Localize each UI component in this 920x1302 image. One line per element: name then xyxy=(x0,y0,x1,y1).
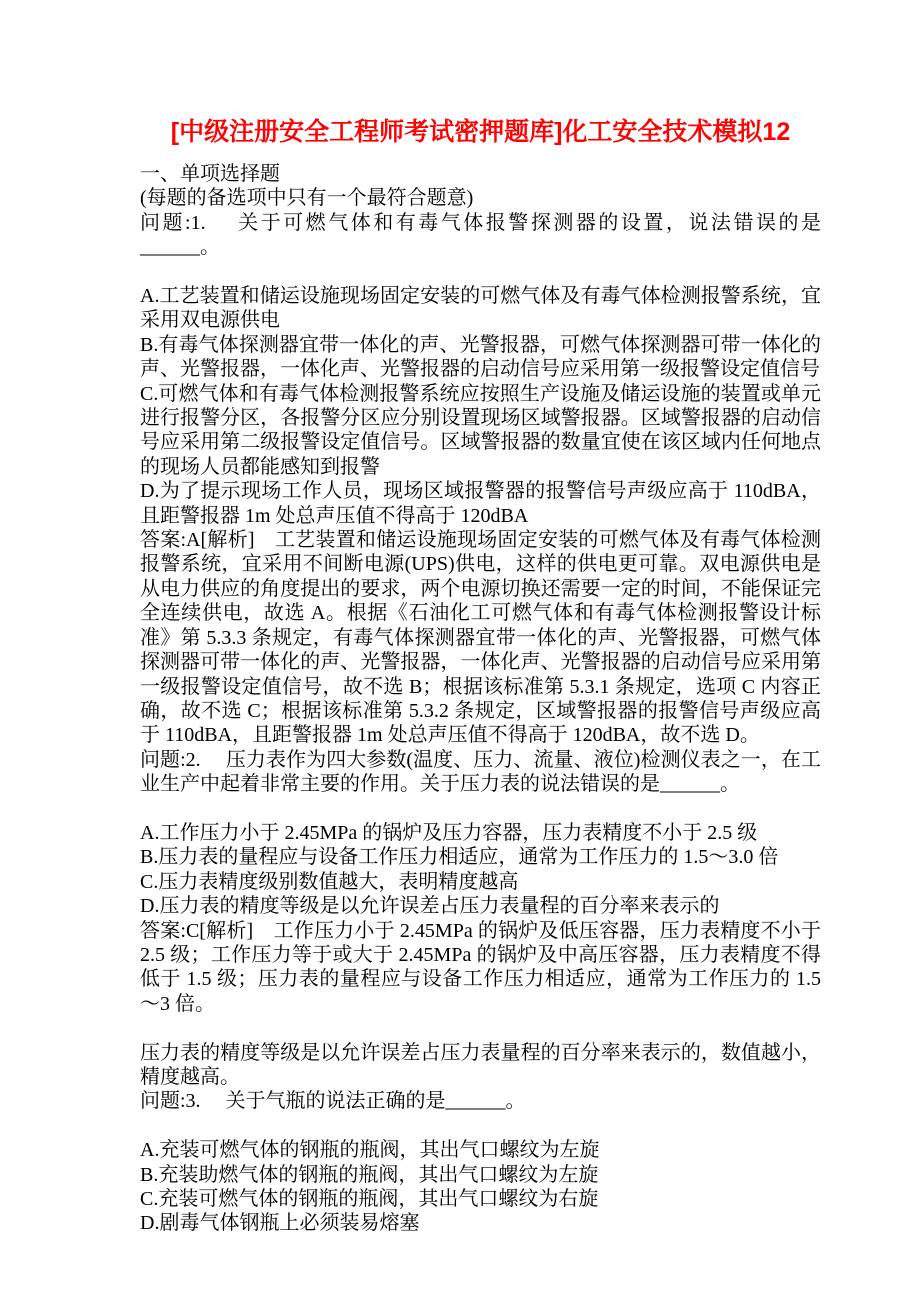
question-2-answer-continued: 压力表的精度等级是以允许误差占压力表量程的百分率来表示的，数值越小，精度越高。 xyxy=(140,1041,821,1088)
section-heading: 一、单项选择题 xyxy=(140,163,280,185)
question-3-stem: 问题:3. 关于气瓶的说法正确的是______。 xyxy=(140,1090,526,1113)
question-3-option-c: C.充装可燃气体的钢瓶的瓶阀，其出气口螺纹为右旋 xyxy=(140,1188,599,1210)
blank-line xyxy=(140,797,821,821)
question-2-option-c: C.压力表精度级别数值越大，表明精度越高 xyxy=(140,870,519,893)
blank-line xyxy=(140,1016,821,1040)
question-3-option-b: B.充装助燃气体的钢瓶的瓶阀，其出气口螺纹为左旋 xyxy=(140,1163,599,1186)
question-2-option-a: A.工作压力小于 2.45MPa 的锅炉及压力容器，压力表精度不小于 2.5 级 xyxy=(140,821,758,844)
question-1-answer: 答案:A[解析] 工艺装置和储运设施现场固定安装的可燃气体及有毒气体检测报警系统，宜采用不间断电源(UPS)供电，这样的供电更可靠。双电源供电是从电力供应的角度提出的要求，两个电源切换还需要一定的时间，不能保证完全连续供电，故选 A。根据《石油化工可燃气体和有毒气体检测报警设计标准》第 5.3.3 条规定，有毒气体探测器宜带一体化的声、光警报器，可燃气体探测器可带一体化的声、光警报器，一体化声、光警报器的启动信号应采用第一级报警设定值信号，故不选 B；根据该标准第 5.3.1 条规定，选项 C 内容正确，故不选 C；根据该标准第 5.3.2 条规定，区域警报器的报警信号声级应高于 110dBA，且距警报器 1m 处总声压值不得高于 120dBA，故不选 D。 xyxy=(140,529,821,747)
question-2-answer: 答案:C[解析] 工作压力小于 2.45MPa 的锅炉及低压容器，压力表精度不小于 2.5 级；工作压力等于或大于 2.45MPa 的锅炉及中高压容器，压力表精度不得低于 1.5 级；压力表的量程应与设备工作压力相适应，通常为工作压力的 1.5～3 倍。 xyxy=(140,919,821,1015)
question-3-option-d: D.剧毒气体钢瓶上必须装易熔塞 xyxy=(140,1212,420,1235)
question-2-option-d: D.压力表的精度等级是以允许误差占压力表量程的百分率来表示的 xyxy=(140,895,720,918)
question-1-option-c: C.可燃气体和有毒气体检测报警系统应按照生产设施及储运设施的装置或单元进行报警分区，各报警分区应分别设置现场区域警报器。区域警报器的启动信号应采用第二级报警设定值信号。区域警报器的数量宜使在该区域内任何地点的现场人员都能感知到报警 xyxy=(140,382,821,478)
question-3-option-a: A.充装可燃气体的钢瓶的瓶阀，其出气口螺纹为左旋 xyxy=(140,1139,600,1162)
question-1-stem: 问题:1. 关于可燃气体和有毒气体报警探测器的设置，说法错误的是______。 xyxy=(140,211,821,259)
question-1-option-a: A.工艺装置和储运设施现场固定安装的可燃气体及有毒气体检测报警系统，宜采用双电源供电 xyxy=(140,285,821,332)
question-1-option-d: D.为了提示现场工作人员，现场区域报警器的报警信号声级应高于 110dBA，且距警报器 1m 处总声压值不得高于 120dBA xyxy=(140,480,821,527)
question-2-option-b: B.压力表的量程应与设备工作压力相适应，通常为工作压力的 1.5～3.0 倍 xyxy=(140,846,779,869)
question-2-stem: 问题:2. 压力表作为四大参数(温度、压力、流量、液位)检测仪表之一，在工业生产中起着非常主要的作用。关于压力表的说法错误的是______。 xyxy=(140,748,821,796)
question-1-option-b: B.有毒气体探测器宜带一体化的声、光警报器，可燃气体探测器可带一体化的声、光警报器，一体化声、光警报器的启动信号应采用第一级报警设定值信号 xyxy=(140,333,821,381)
blank-line xyxy=(140,1114,821,1138)
document-page xyxy=(140,117,821,1236)
blank-line xyxy=(140,260,821,284)
section-note: (每题的备选项中只有一个最符合题意) xyxy=(140,187,474,210)
document-title: [中级注册安全工程师考试密押题库]化工安全技术模拟12 xyxy=(170,118,791,146)
